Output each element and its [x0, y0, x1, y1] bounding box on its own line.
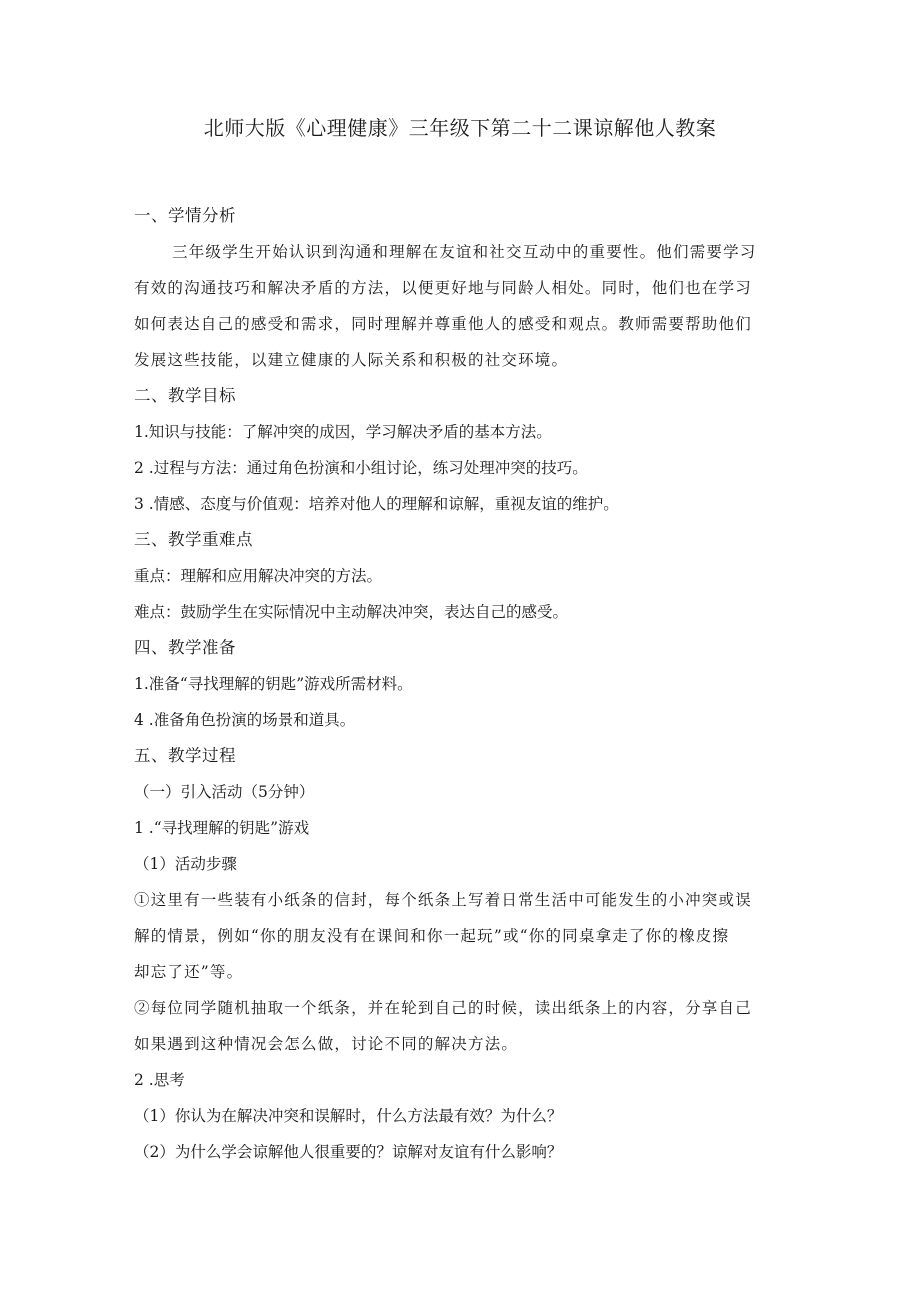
- list-item: （2）为什么学会谅解他人很重要的？谅解对友谊有什么影响？: [134, 1143, 563, 1161]
- section-heading-key-points: 三、教学重难点: [134, 530, 253, 549]
- paragraph-line: 如果遇到这种情况会怎么做，讨论不同的解决方法。: [134, 1035, 519, 1053]
- paragraph-line: 发展这些技能，以建立健康的人际关系和积极的社交环境。: [134, 351, 569, 369]
- list-item: （1）活动步骤: [134, 855, 237, 873]
- paragraph-line: 却忘了还”等。: [134, 963, 244, 981]
- paragraph-line: ②每位同学随机抽取一个纸条，并在轮到自己的时候，读出纸条上的内容，分享自己: [134, 999, 752, 1017]
- subsection-heading: （一）引入活动（5分钟）: [134, 783, 315, 801]
- list-item: 1 .“寻找理解的钥匙”游戏: [134, 819, 310, 837]
- section-heading-preparation: 四、教学准备: [134, 638, 236, 657]
- list-item: 难点：鼓励学生在实际情况中主动解决冲突，表达自己的感受。: [134, 603, 569, 621]
- list-item: 4 .准备角色扮演的场景和道具。: [134, 711, 356, 729]
- section-heading-process: 五、教学过程: [134, 746, 236, 765]
- paragraph-line: 三年级学生开始认识到沟通和理解在友谊和社交互动中的重要性。他们需要学习: [172, 243, 757, 261]
- section-heading-analysis: 一、学情分析: [134, 206, 236, 225]
- list-item: 2 .过程与方法：通过角色扮演和小组讨论，练习处理冲突的技巧。: [134, 459, 588, 477]
- section-heading-objectives: 二、教学目标: [134, 386, 236, 405]
- list-item: 1.知识与技能：了解冲突的成因，学习解决矛盾的基本方法。: [134, 423, 552, 441]
- list-item: 2 .思考: [134, 1071, 185, 1089]
- list-item: 重点：理解和应用解决冲突的方法。: [134, 567, 383, 585]
- list-item: 1.准备“寻找理解的钥匙”游戏所需材料。: [134, 675, 413, 693]
- paragraph-line: ①这里有一些装有小纸条的信封，每个纸条上写着日常生活中可能发生的小冲突或误: [134, 891, 752, 909]
- document-title: 北师大版《心理健康》三年级下第二十二课谅解他人教案: [203, 116, 717, 140]
- paragraph-line: 有效的沟通技巧和解决矛盾的方法，以便更好地与同龄人相处。同时，他们也在学习: [134, 279, 752, 297]
- list-item: 3 .情感、态度与价值观：培养对他人的理解和谅解，重视友谊的维护。: [134, 495, 619, 513]
- list-item: （1）你认为在解决冲突和误解时，什么方法最有效？为什么？: [134, 1107, 563, 1125]
- paragraph-line: 如何表达自己的感受和需求，同时理解并尊重他人的感受和观点。教师需要帮助他们: [134, 315, 752, 333]
- paragraph-line: 解的情景，例如“你的朋友没有在课间和你一起玩”或“你的同桌拿走了你的橡皮擦: [134, 927, 730, 945]
